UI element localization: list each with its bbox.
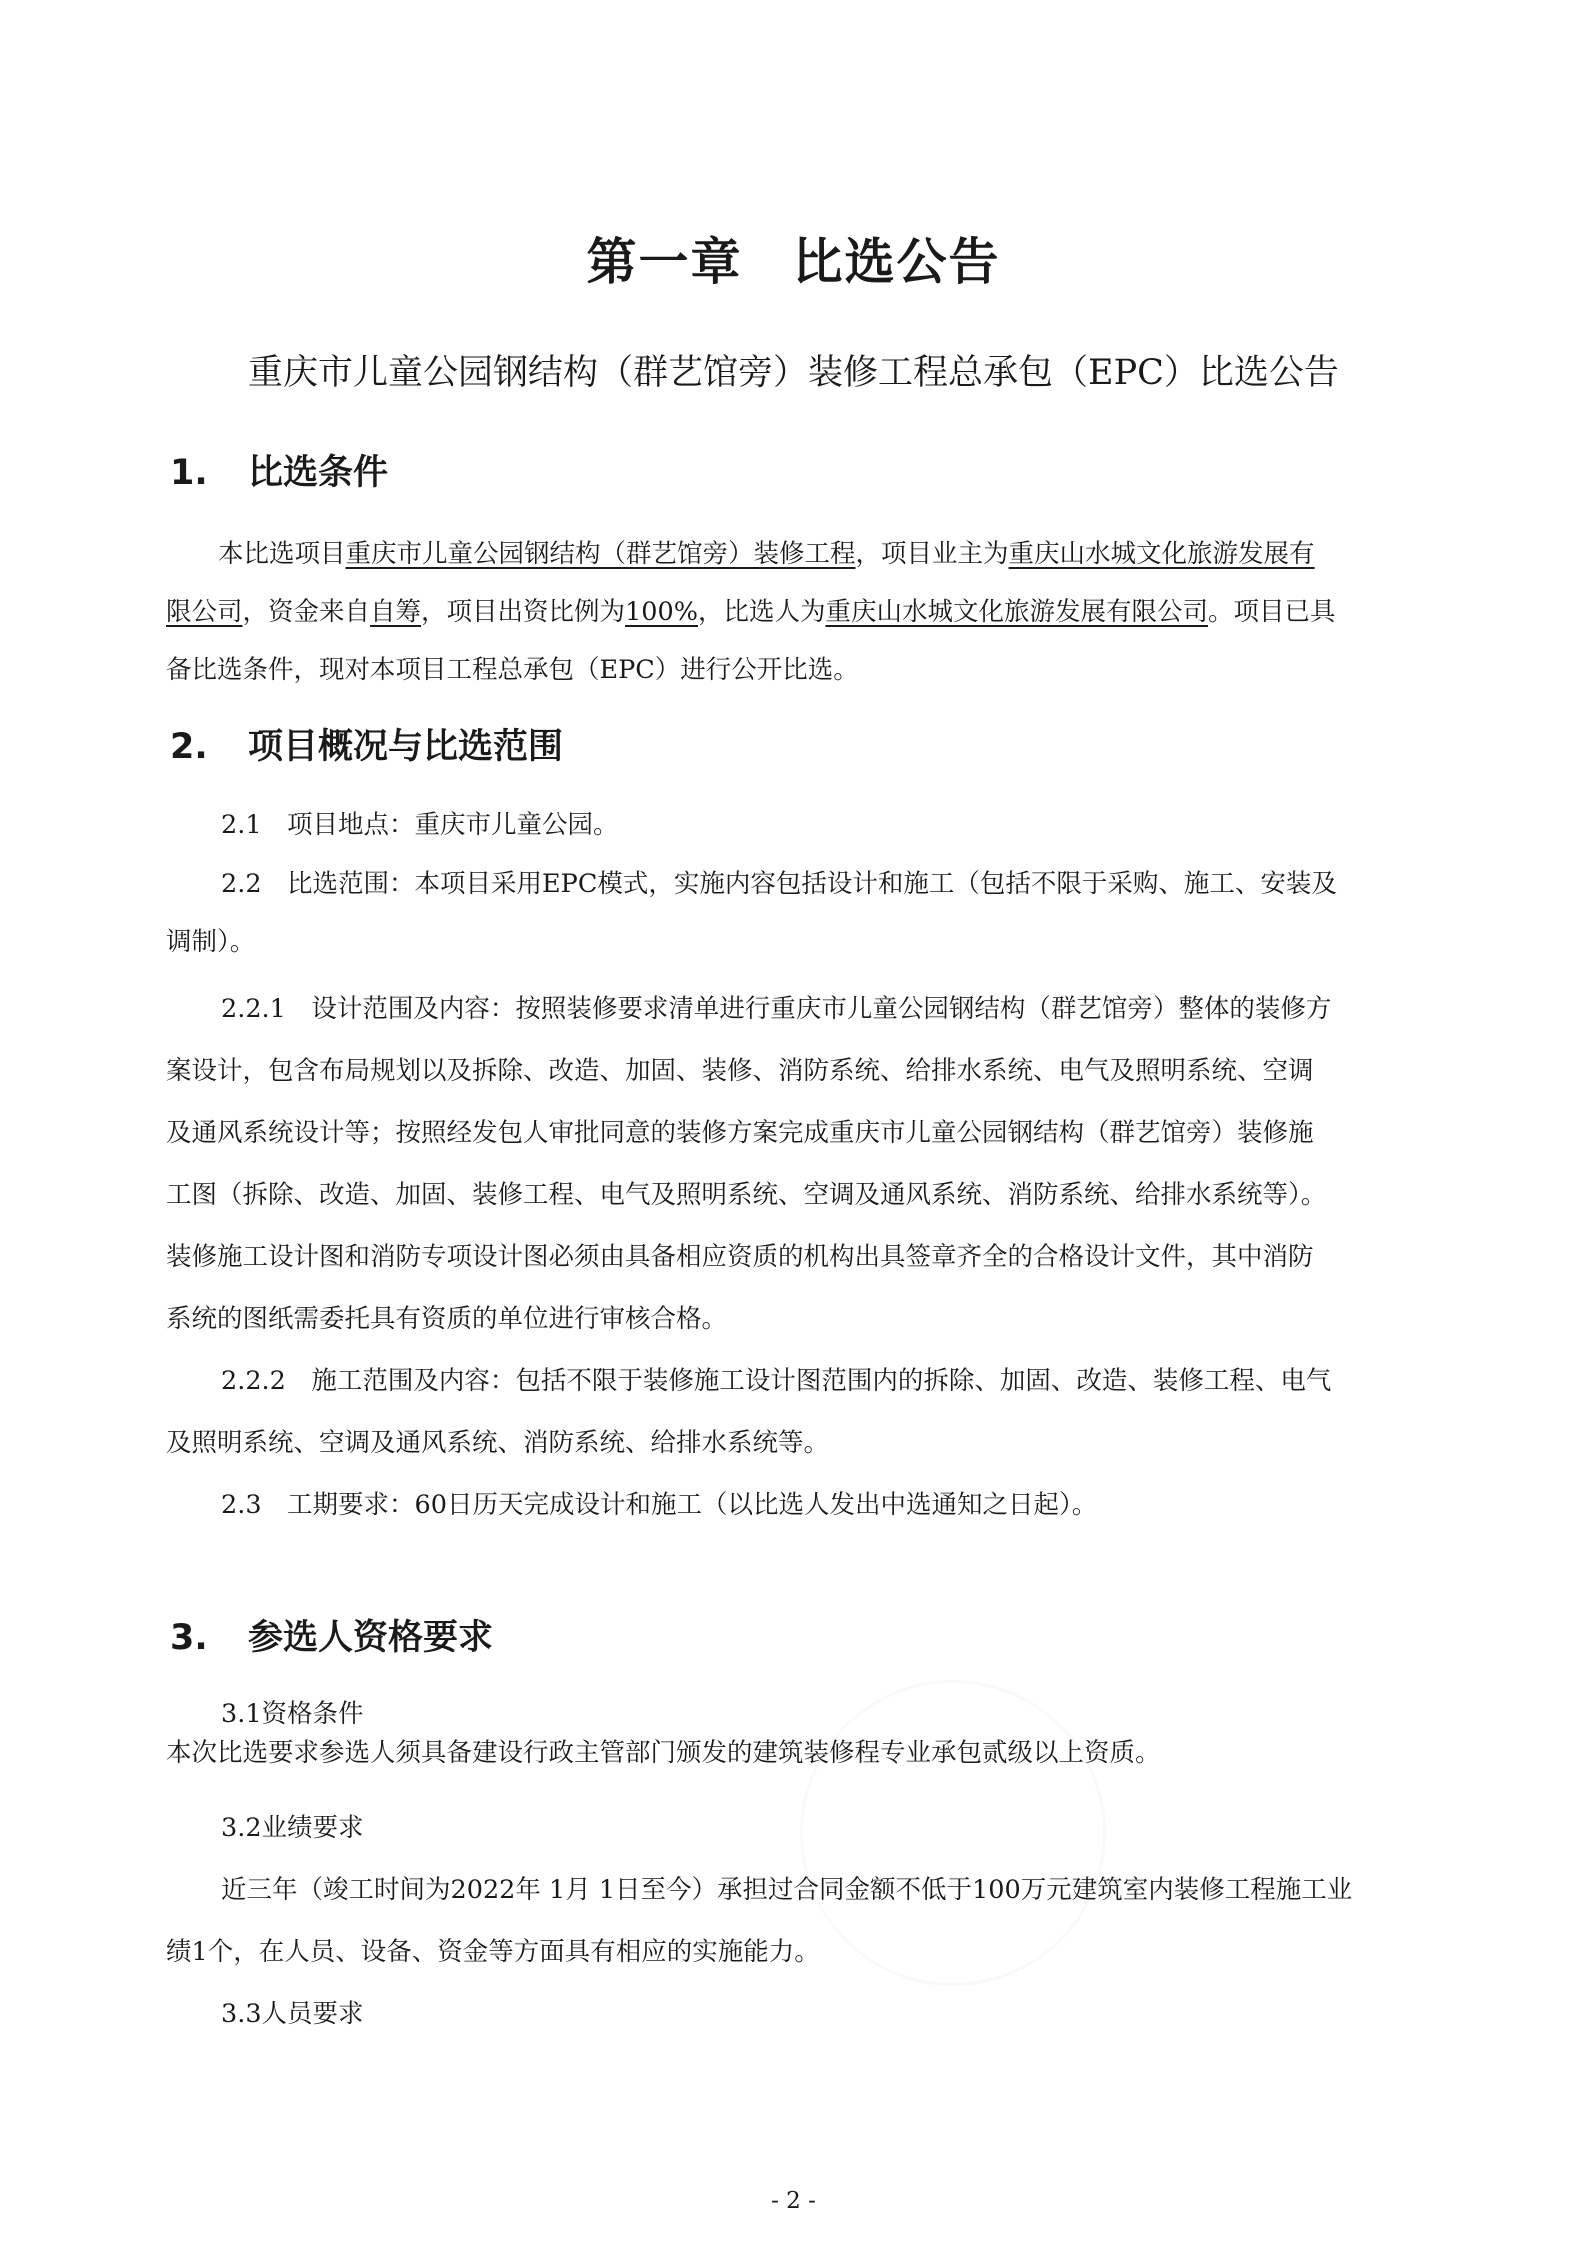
clause-2-2-line-1: 2.2 比选范围：本项目采用EPC模式，实施内容包括设计和施工（包括不限于采购、施工、安装及	[221, 869, 1337, 899]
text-run: ，资金来自	[242, 597, 371, 627]
clause-2-2-2-line-1: 2.2.2 施工范围及内容：包括不限于装修施工设计图范围内的拆除、加固、改造、装修工程、电气	[221, 1366, 1332, 1396]
text-run: ，项目业主为	[855, 539, 1009, 569]
text-run: 。项目已具	[1208, 597, 1336, 627]
clause-2-2-1-line-2: 案设计，包含布局规划以及拆除、改造、加固、装修、消防系统、给排水系统、电气及照明系统、空调	[166, 1056, 1314, 1086]
section-title: 项目概况与比选范围	[248, 727, 564, 767]
clause-2-2-1-line-1: 2.2.1 设计范围及内容：按照装修要求清单进行重庆市儿童公园钢结构（群艺馆旁）整体的装修方	[221, 994, 1332, 1024]
page-number: - 2 -	[771, 2188, 816, 2214]
section-1-heading	[170, 445, 388, 495]
s1-line-3: 备比选条件，现对本项目工程总承包（EPC）进行公开比选。	[166, 655, 859, 685]
funding-ratio: 100%	[625, 597, 698, 627]
clause-2-2-1-line-3: 及通风系统设计等；按照经发包人审批同意的装修方案完成重庆市儿童公园钢结构（群艺馆旁）装修施	[166, 1118, 1314, 1148]
project-owner-cont: 限公司	[166, 597, 243, 627]
section-title: 比选条件	[248, 453, 389, 493]
section-title: 参选人资格要求	[248, 1618, 494, 1658]
clause-3-1: 本次比选要求参选人须具备建设行政主管部门颁发的建筑装修程专业承包贰级以上资质。	[166, 1738, 1161, 1768]
s1-line-2	[166, 592, 1336, 628]
project-owner: 重庆山水城文化旅游发展有	[1008, 539, 1315, 569]
section-number: 2.	[170, 727, 208, 767]
section-2-heading	[170, 719, 563, 769]
subheading-3-2: 3.2业绩要求	[221, 1813, 364, 1843]
chapter-title	[0, 222, 1587, 294]
chapter-number: 第一章	[586, 233, 743, 291]
section-number: 1.	[170, 453, 208, 493]
selector-name: 重庆山水城文化旅游发展有限公司	[825, 597, 1208, 627]
text-run: 本比选项目	[218, 539, 346, 569]
clause-2-3: 2.3 工期要求：60日历天完成设计和施工（以比选人发出中选通知之日起）。	[221, 1490, 1098, 1520]
section-3-heading	[170, 1610, 493, 1660]
project-name: 重庆市儿童公园钢结构（群艺馆旁）装修工程	[345, 539, 856, 569]
clause-2-1: 2.1 项目地点：重庆市儿童公园。	[221, 810, 619, 840]
clause-2-2-1-line-5: 装修施工设计图和消防专项设计图必须由具备相应资质的机构出具签章齐全的合格设计文件，其中消防	[166, 1242, 1314, 1272]
subheading-3-3: 3.3人员要求	[221, 1999, 364, 2029]
funding-source: 自筹	[370, 597, 422, 627]
s1-line-1	[218, 534, 1315, 570]
chapter-heading: 比选公告	[792, 233, 1001, 291]
section-number: 3.	[170, 1618, 208, 1658]
clause-2-2-line-2: 调制）。	[166, 927, 256, 957]
clause-3-2-line-1: 近三年（竣工时间为2022年 1月 1日至今）承担过合同金额不低于100万元建筑室内装修工程施工业	[221, 1875, 1353, 1905]
faint-seal-watermark	[800, 1680, 1106, 1986]
text-run: ，比选人为	[697, 597, 826, 627]
subheading-3-1: 3.1资格条件	[221, 1699, 364, 1729]
clause-2-2-2-line-2: 及照明系统、空调及通风系统、消防系统、给排水系统等。	[166, 1428, 830, 1458]
clause-2-2-1-line-6: 系统的图纸需委托具有资质的单位进行审核合格。	[166, 1304, 728, 1334]
announcement-title: 重庆市儿童公园钢结构（群艺馆旁）装修工程总承包（EPC）比选公告	[248, 353, 1339, 393]
clause-3-2-line-2: 绩1个，在人员、设备、资金等方面具有相应的实施能力。	[166, 1937, 820, 1967]
text-run: ，项目出资比例为	[421, 597, 626, 627]
clause-2-2-1-line-4: 工图（拆除、改造、加固、装修工程、电气及照明系统、空调及通风系统、消防系统、给排水系统等）。	[166, 1180, 1327, 1210]
